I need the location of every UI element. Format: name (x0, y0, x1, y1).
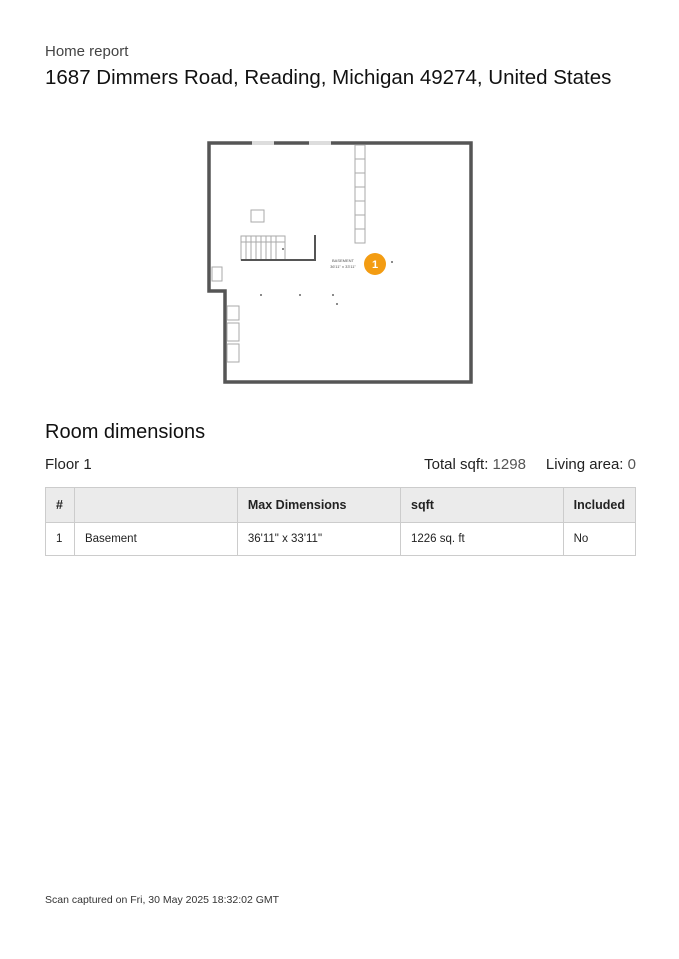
table-header-row (46, 488, 636, 523)
cell-number: 1 (46, 523, 75, 556)
total-sqft-value: 1298 (492, 456, 526, 473)
cell-sqft: 1226 sq. ft (401, 523, 564, 556)
floor-plan (205, 138, 475, 388)
scan-timestamp: Scan captured on Fri, 30 May 2025 18:32:02 GMT (45, 894, 280, 906)
room-label: BASEMENT (331, 258, 355, 263)
left-fixture (212, 267, 222, 281)
header-sqft: sqft (401, 488, 564, 523)
property-address: 1687 Dimmers Road, Reading, Michigan 49274, United States (45, 66, 612, 89)
shelving (355, 145, 365, 243)
fixture-box (251, 210, 264, 222)
total-sqft-label: Total sqft: (424, 456, 489, 473)
header-number: # (46, 488, 75, 523)
window-right (309, 141, 331, 145)
report-label: Home report (45, 43, 129, 60)
table-row (46, 523, 636, 556)
room-dimensions-label: 36'11" x 33'11" (330, 264, 356, 269)
cell-room-name: Basement (74, 523, 237, 556)
stairs (241, 236, 285, 260)
living-area-value: 0 (627, 456, 636, 473)
room-marker-number: 1 (371, 259, 379, 271)
room-dimensions-table (45, 487, 636, 556)
living-area-label: Living area: (545, 456, 624, 473)
cell-included: No (563, 523, 635, 556)
cell-max-dimensions: 36'11" x 33'11" (237, 523, 400, 556)
window-left (252, 141, 274, 145)
header-max-dimensions: Max Dimensions (237, 488, 400, 523)
floor-label: Floor 1 (45, 456, 92, 473)
left-cabinets (227, 306, 239, 362)
area-totals (424, 456, 636, 473)
header-room (74, 488, 237, 523)
section-title: Room dimensions (45, 421, 206, 443)
header-included: Included (563, 488, 635, 523)
